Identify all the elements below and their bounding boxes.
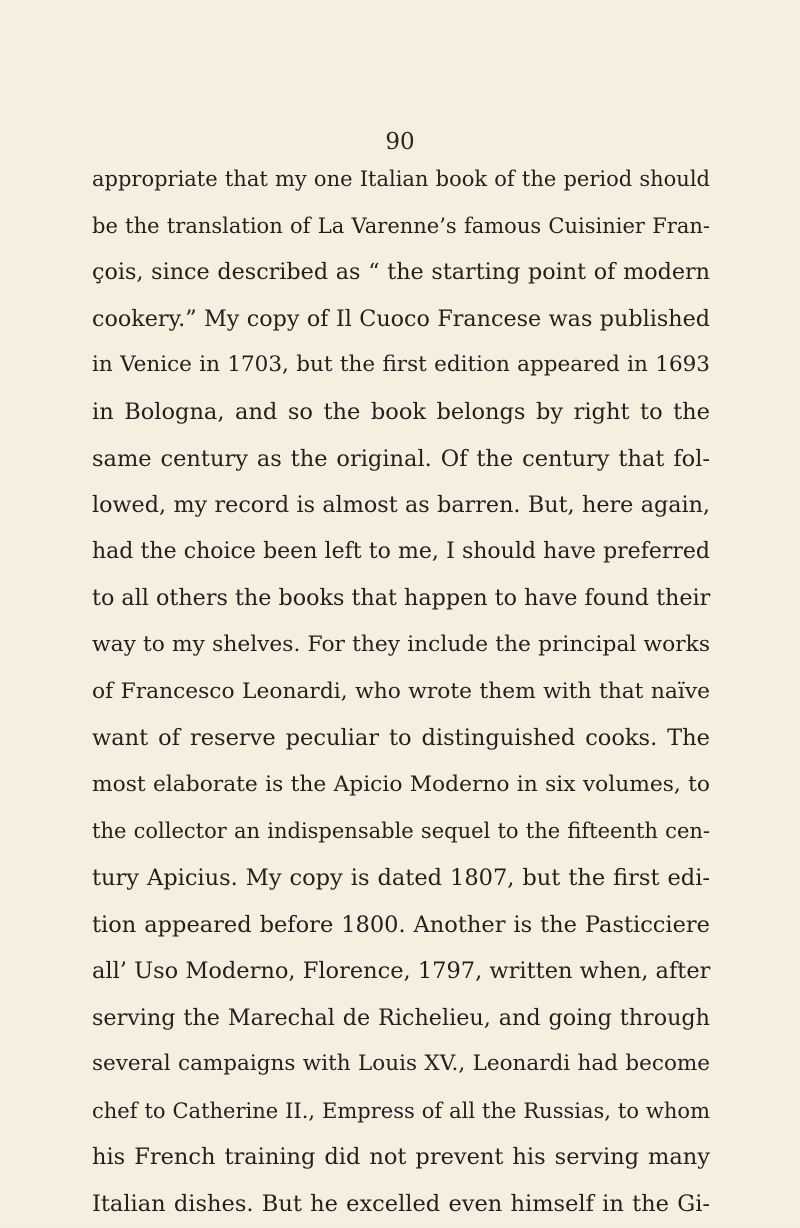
text-line: of Francesco Leonardi, who wrote them with that naïve	[92, 678, 710, 704]
page-number: 90	[385, 129, 415, 155]
text-line: want of reserve peculiar to distinguished cooks. The	[92, 725, 710, 752]
text-line: cookery.” My copy of Il Cuoco Francese was published	[92, 305, 710, 332]
text-line: all’ Uso Moderno, Florence, 1797, written when, after	[92, 958, 711, 985]
text-line: tion appeared before 1800. Another is the Pasticciere	[92, 911, 710, 938]
text-line: way to my shelves. For they include the principal works	[92, 631, 710, 657]
text-line: be the translation of La Varenne’s famous Cuisinier Fran-	[92, 213, 710, 238]
text-line: tury Apicius. My copy is dated 1807, but the first edi-	[92, 864, 710, 891]
text-line: lowed, my record is almost as barren. But, here again,	[92, 492, 710, 519]
body-text	[92, 156, 710, 1228]
text-line: to all others the books that happen to have found their	[92, 585, 711, 612]
text-line: chef to Catherine II., Empress of all the Russias, to whom	[92, 1098, 710, 1123]
text-line: his French training did not prevent his serving many	[92, 1144, 710, 1171]
text-line: in Bologna, and so the book belongs by right to the	[92, 398, 710, 425]
text-line: most elaborate is the Apicio Moderno in six volumes, to	[92, 771, 710, 797]
text-line: appropriate that my one Italian book of the period should	[92, 167, 710, 191]
text-line: çois, since described as “ the starting point of modern	[92, 259, 710, 286]
text-line: serving the Marechal de Richelieu, and going through	[92, 1004, 710, 1031]
text-line: the collector an indispensable sequel to the fifteenth cen-	[92, 819, 710, 844]
text-line: in Venice in 1703, but the first edition appeared in 1693	[92, 352, 710, 378]
text-line: had the choice been left to me, I should have preferred	[92, 538, 710, 564]
text-line: several campaigns with Louis XV., Leonardi had become	[92, 1051, 710, 1077]
text-line: same century as the original. Of the century that fol-	[92, 445, 710, 472]
text-line: Italian dishes. But he excelled even himself in the Gi-	[92, 1191, 710, 1218]
